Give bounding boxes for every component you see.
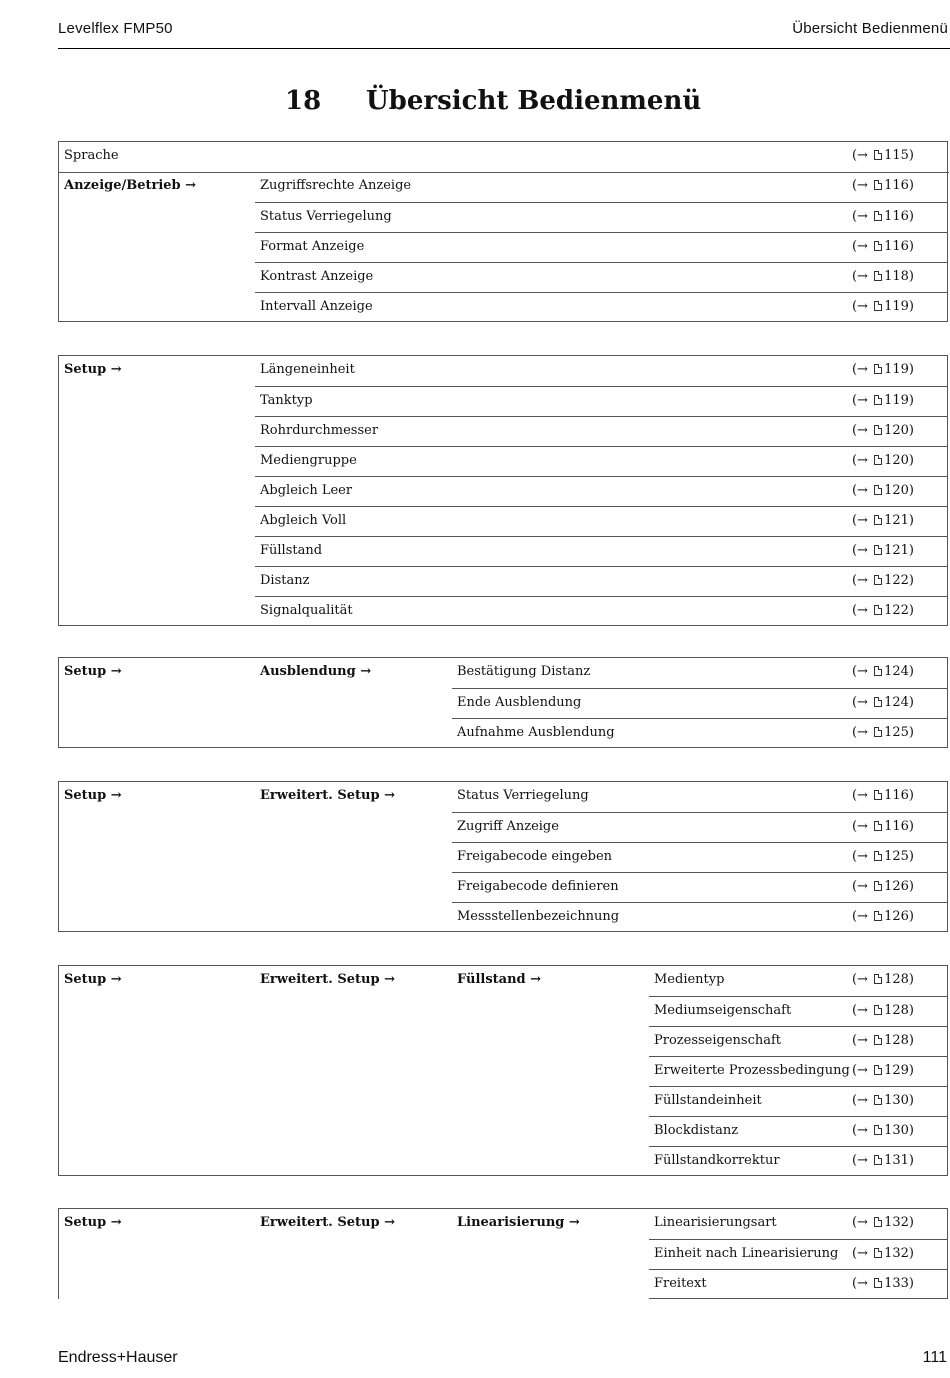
ref-arrow-icon: → <box>857 1246 868 1261</box>
ref-page-number: 116 <box>884 819 909 834</box>
ref-open-paren: ( <box>851 423 858 438</box>
ref-open-paren: ( <box>851 483 858 498</box>
menu-table <box>58 1208 948 1299</box>
menu-item-label: Zugriff Anzeige <box>457 819 559 834</box>
menu-table <box>58 141 948 322</box>
menu-item-label: Messstellenbezeichnung <box>457 909 620 924</box>
menu-item-label: Einheit nach Linearisierung <box>654 1246 839 1261</box>
ref-arrow-icon: → <box>857 1033 868 1048</box>
menu-row[interactable] <box>649 1146 947 1176</box>
page-reference[interactable] <box>852 393 914 408</box>
ref-close-paren: ) <box>908 1215 914 1230</box>
ref-open-paren: ( <box>851 972 858 987</box>
menu-row[interactable] <box>649 1086 947 1116</box>
menu-item-label: Abgleich Leer <box>260 483 353 498</box>
ref-arrow-icon: → <box>857 178 868 193</box>
ref-arrow-icon: → <box>857 1153 868 1168</box>
chapter-title: Übersicht Bedienmenü <box>366 86 702 116</box>
ref-close-paren: ) <box>908 879 914 894</box>
ref-close-paren: ) <box>908 543 914 558</box>
menu-row[interactable] <box>255 386 947 416</box>
page-reference[interactable] <box>852 695 914 710</box>
page-icon <box>874 545 882 555</box>
ref-open-paren: ( <box>851 879 858 894</box>
menu-row[interactable] <box>452 718 947 748</box>
page-reference[interactable] <box>852 1003 914 1018</box>
ref-arrow-icon: → <box>857 148 868 163</box>
ref-open-paren: ( <box>851 819 858 834</box>
ref-open-paren: ( <box>851 148 858 163</box>
ref-close-paren: ) <box>908 178 914 193</box>
ref-arrow-icon: → <box>857 1276 868 1291</box>
menu-row[interactable] <box>255 476 947 506</box>
page-reference[interactable] <box>852 483 914 498</box>
page-icon <box>874 485 882 495</box>
ref-page-number: 133 <box>884 1276 909 1291</box>
ref-page-number: 129 <box>884 1063 909 1078</box>
ref-page-number: 131 <box>884 1153 909 1168</box>
ref-arrow-icon: → <box>857 1063 868 1078</box>
page-reference[interactable] <box>852 1093 914 1108</box>
ref-open-paren: ( <box>851 603 858 618</box>
page-reference[interactable] <box>852 1153 914 1168</box>
menu-item-label: Mediengruppe <box>260 453 357 468</box>
ref-close-paren: ) <box>908 788 914 803</box>
page-reference[interactable] <box>852 788 914 803</box>
page-icon <box>874 515 882 525</box>
menu-row[interactable] <box>452 842 947 872</box>
page-reference[interactable] <box>852 1215 914 1230</box>
ref-close-paren: ) <box>908 1003 914 1018</box>
ref-page-number: 121 <box>884 513 909 528</box>
ref-page-number: 122 <box>884 573 909 588</box>
ref-open-paren: ( <box>851 1153 858 1168</box>
menu-item-label: Freigabecode definieren <box>457 879 619 894</box>
ref-arrow-icon: → <box>857 972 868 987</box>
menu-item-label: Prozesseigenschaft <box>654 1033 782 1048</box>
ref-close-paren: ) <box>908 603 914 618</box>
ref-open-paren: ( <box>851 1063 858 1078</box>
menu-path-level[interactable]: Anzeige/Betrieb → <box>64 178 197 193</box>
page-reference[interactable] <box>852 239 914 254</box>
menu-item-label: Linearisierungsart <box>654 1215 777 1230</box>
menu-row[interactable] <box>649 1209 947 1239</box>
page-icon <box>874 395 882 405</box>
menu-path-level[interactable]: Setup → <box>64 788 122 803</box>
menu-row[interactable] <box>452 812 947 842</box>
ref-close-paren: ) <box>908 299 914 314</box>
menu-path-level[interactable]: Setup → <box>64 1215 122 1230</box>
menu-row[interactable] <box>255 566 947 596</box>
menu-item-label: Tanktyp <box>260 393 313 408</box>
menu-path-level[interactable]: Erweitert. Setup → <box>260 972 395 987</box>
page-icon <box>874 1155 882 1165</box>
page-icon <box>874 1125 882 1135</box>
menu-item-label: Format Anzeige <box>260 239 365 254</box>
chapter-number: 18 <box>285 86 322 116</box>
ref-page-number: 124 <box>884 695 909 710</box>
ref-page-number: 116 <box>884 788 909 803</box>
page-icon <box>874 821 882 831</box>
page-reference[interactable] <box>852 148 914 163</box>
menu-row[interactable] <box>452 658 947 688</box>
ref-close-paren: ) <box>908 453 914 468</box>
page-reference[interactable] <box>852 1123 914 1138</box>
ref-open-paren: ( <box>851 849 858 864</box>
menu-table <box>58 355 948 626</box>
ref-open-paren: ( <box>851 453 858 468</box>
ref-open-paren: ( <box>851 299 858 314</box>
ref-page-number: 119 <box>884 393 909 408</box>
page-reference[interactable] <box>852 513 914 528</box>
ref-close-paren: ) <box>908 269 914 284</box>
ref-close-paren: ) <box>908 483 914 498</box>
ref-arrow-icon: → <box>857 573 868 588</box>
menu-row[interactable] <box>255 536 947 566</box>
ref-open-paren: ( <box>851 393 858 408</box>
menu-row[interactable] <box>649 1056 947 1086</box>
menu-item-label: Füllstandkorrektur <box>654 1153 780 1168</box>
menu-item-label: Freigabecode eingeben <box>457 849 613 864</box>
ref-arrow-icon: → <box>857 362 868 377</box>
menu-row[interactable] <box>452 902 947 932</box>
ref-page-number: 128 <box>884 1033 909 1048</box>
ref-close-paren: ) <box>908 972 914 987</box>
menu-item-label: Füllstandeinheit <box>654 1093 762 1108</box>
ref-arrow-icon: → <box>857 543 868 558</box>
menu-row[interactable] <box>452 782 947 812</box>
menu-item-label: Aufnahme Ausblendung <box>457 725 615 740</box>
page-icon <box>874 425 882 435</box>
ref-arrow-icon: → <box>857 788 868 803</box>
menu-path-level[interactable]: Linearisierung → <box>457 1215 580 1230</box>
menu-row[interactable] <box>255 446 947 476</box>
ref-page-number: 116 <box>884 239 909 254</box>
page-icon <box>874 241 882 251</box>
ref-open-paren: ( <box>851 1123 858 1138</box>
page-reference[interactable] <box>852 299 914 314</box>
ref-arrow-icon: → <box>857 664 868 679</box>
page-reference[interactable] <box>852 725 914 740</box>
ref-arrow-icon: → <box>857 269 868 284</box>
ref-open-paren: ( <box>851 239 858 254</box>
ref-arrow-icon: → <box>857 603 868 618</box>
menu-row[interactable] <box>255 232 947 262</box>
page-icon <box>874 666 882 676</box>
menu-row[interactable] <box>649 966 947 996</box>
page-icon <box>874 271 882 281</box>
ref-arrow-icon: → <box>857 393 868 408</box>
page-reference[interactable] <box>852 362 914 377</box>
page-reference[interactable] <box>852 178 914 193</box>
ref-close-paren: ) <box>908 423 914 438</box>
running-header-product: Levelflex FMP50 <box>58 20 173 37</box>
ref-page-number: 125 <box>884 725 909 740</box>
page-icon <box>874 790 882 800</box>
page-number: 111 <box>922 1349 947 1366</box>
ref-close-paren: ) <box>908 362 914 377</box>
menu-item-label: Sprache <box>64 148 119 163</box>
ref-close-paren: ) <box>908 849 914 864</box>
menu-item-label: Distanz <box>260 573 310 588</box>
ref-page-number: 120 <box>884 453 909 468</box>
ref-open-paren: ( <box>851 178 858 193</box>
ref-page-number: 119 <box>884 362 909 377</box>
menu-row[interactable] <box>649 1116 947 1146</box>
page-reference[interactable] <box>852 573 914 588</box>
ref-page-number: 128 <box>884 1003 909 1018</box>
page-reference[interactable] <box>852 209 914 224</box>
ref-page-number: 121 <box>884 543 909 558</box>
menu-item-label: Rohrdurchmesser <box>260 423 379 438</box>
menu-path-level[interactable]: Setup → <box>64 972 122 987</box>
page-icon <box>874 727 882 737</box>
menu-row[interactable] <box>452 688 947 718</box>
page-reference[interactable] <box>852 1276 914 1291</box>
ref-open-paren: ( <box>851 725 858 740</box>
page-reference[interactable] <box>852 664 914 679</box>
ref-page-number: 125 <box>884 849 909 864</box>
page-icon <box>874 211 882 221</box>
page-icon <box>874 851 882 861</box>
page-icon <box>874 575 882 585</box>
menu-item-label: Status Verriegelung <box>457 788 589 803</box>
menu-row[interactable] <box>255 172 947 202</box>
page-reference[interactable] <box>852 849 914 864</box>
ref-page-number: 120 <box>884 483 909 498</box>
ref-open-paren: ( <box>851 543 858 558</box>
ref-page-number: 118 <box>884 269 909 284</box>
ref-close-paren: ) <box>908 1276 914 1291</box>
ref-arrow-icon: → <box>857 299 868 314</box>
page-icon <box>874 1005 882 1015</box>
ref-arrow-icon: → <box>857 1123 868 1138</box>
ref-close-paren: ) <box>908 1093 914 1108</box>
ref-arrow-icon: → <box>857 695 868 710</box>
menu-item-label: Intervall Anzeige <box>260 299 373 314</box>
ref-close-paren: ) <box>908 819 914 834</box>
menu-row[interactable] <box>255 416 947 446</box>
page-icon <box>874 881 882 891</box>
menu-path-level[interactable]: Füllstand → <box>457 972 542 987</box>
ref-arrow-icon: → <box>857 453 868 468</box>
ref-open-paren: ( <box>851 1215 858 1230</box>
page-icon <box>874 301 882 311</box>
menu-path-level[interactable]: Erweitert. Setup → <box>260 788 395 803</box>
ref-open-paren: ( <box>851 209 858 224</box>
menu-row[interactable] <box>649 996 947 1026</box>
ref-close-paren: ) <box>908 393 914 408</box>
page-icon <box>874 455 882 465</box>
page-icon <box>874 150 882 160</box>
page-icon <box>874 1278 882 1288</box>
footer-company: Endress+Hauser <box>58 1349 178 1366</box>
page-reference[interactable] <box>852 1033 914 1048</box>
ref-page-number: 116 <box>884 178 909 193</box>
page-icon <box>874 1217 882 1227</box>
ref-page-number: 124 <box>884 664 909 679</box>
ref-page-number: 119 <box>884 299 909 314</box>
page-reference[interactable] <box>852 269 914 284</box>
menu-row[interactable] <box>59 142 949 172</box>
ref-page-number: 122 <box>884 603 909 618</box>
page-icon <box>874 974 882 984</box>
page-icon <box>874 364 882 374</box>
page-icon <box>874 605 882 615</box>
ref-close-paren: ) <box>908 573 914 588</box>
menu-item-label: Zugriffsrechte Anzeige <box>260 178 412 193</box>
ref-close-paren: ) <box>908 1153 914 1168</box>
page-reference[interactable] <box>852 879 914 894</box>
running-header-section: Übersicht Bedienmenü <box>792 20 948 37</box>
menu-path-level[interactable]: Setup → <box>64 362 122 377</box>
ref-open-paren: ( <box>851 909 858 924</box>
ref-arrow-icon: → <box>857 209 868 224</box>
ref-open-paren: ( <box>851 1246 858 1261</box>
menu-row[interactable] <box>255 202 947 232</box>
ref-arrow-icon: → <box>857 1003 868 1018</box>
page-reference[interactable] <box>852 603 914 618</box>
ref-open-paren: ( <box>851 1033 858 1048</box>
page-reference[interactable] <box>852 453 914 468</box>
ref-page-number: 116 <box>884 209 909 224</box>
menu-path-level[interactable]: Erweitert. Setup → <box>260 1215 395 1230</box>
page-reference[interactable] <box>852 819 914 834</box>
ref-open-paren: ( <box>851 695 858 710</box>
menu-item-label: Mediumseigenschaft <box>654 1003 792 1018</box>
ref-arrow-icon: → <box>857 239 868 254</box>
ref-close-paren: ) <box>908 909 914 924</box>
ref-close-paren: ) <box>908 1063 914 1078</box>
ref-close-paren: ) <box>908 1033 914 1048</box>
menu-item-label: Ende Ausblendung <box>457 695 582 710</box>
ref-arrow-icon: → <box>857 879 868 894</box>
ref-close-paren: ) <box>908 239 914 254</box>
page-icon <box>874 1035 882 1045</box>
menu-row[interactable] <box>255 262 947 292</box>
menu-row[interactable] <box>649 1269 947 1299</box>
ref-open-paren: ( <box>851 788 858 803</box>
ref-open-paren: ( <box>851 1093 858 1108</box>
menu-item-label: Blockdistanz <box>654 1123 739 1138</box>
menu-path-level[interactable]: Ausblendung → <box>260 664 372 679</box>
menu-item-label: Erweiterte Prozessbedingung <box>654 1063 850 1078</box>
menu-table <box>58 781 948 932</box>
page-reference[interactable] <box>852 1063 914 1078</box>
ref-page-number: 120 <box>884 423 909 438</box>
menu-row[interactable] <box>255 596 947 626</box>
page-icon <box>874 180 882 190</box>
ref-open-paren: ( <box>851 362 858 377</box>
menu-row[interactable] <box>255 356 947 386</box>
page-reference[interactable] <box>852 423 914 438</box>
menu-item-label: Längeneinheit <box>260 362 355 377</box>
ref-open-paren: ( <box>851 513 858 528</box>
ref-arrow-icon: → <box>857 849 868 864</box>
menu-item-label: Status Verriegelung <box>260 209 392 224</box>
ref-close-paren: ) <box>908 1246 914 1261</box>
ref-page-number: 132 <box>884 1246 909 1261</box>
ref-close-paren: ) <box>908 664 914 679</box>
ref-arrow-icon: → <box>857 483 868 498</box>
ref-close-paren: ) <box>908 148 914 163</box>
menu-item-label: Bestätigung Distanz <box>457 664 591 679</box>
menu-row[interactable] <box>649 1239 947 1269</box>
ref-close-paren: ) <box>908 513 914 528</box>
menu-item-label: Füllstand <box>260 543 323 558</box>
ref-close-paren: ) <box>908 725 914 740</box>
menu-item-label: Kontrast Anzeige <box>260 269 374 284</box>
menu-item-label: Freitext <box>654 1276 707 1291</box>
menu-row[interactable] <box>255 292 947 322</box>
ref-page-number: 126 <box>884 879 909 894</box>
ref-arrow-icon: → <box>857 1093 868 1108</box>
menu-path-level[interactable]: Setup → <box>64 664 122 679</box>
ref-open-paren: ( <box>851 1276 858 1291</box>
ref-open-paren: ( <box>851 1003 858 1018</box>
page-icon <box>874 697 882 707</box>
header-rule <box>58 48 950 49</box>
ref-page-number: 130 <box>884 1123 909 1138</box>
menu-row[interactable] <box>255 506 947 536</box>
menu-item-label: Signalqualität <box>260 603 353 618</box>
page-icon <box>874 1248 882 1258</box>
ref-open-paren: ( <box>851 573 858 588</box>
ref-page-number: 128 <box>884 972 909 987</box>
page-reference[interactable] <box>852 543 914 558</box>
menu-row[interactable] <box>452 872 947 902</box>
ref-page-number: 115 <box>884 148 909 163</box>
page-icon <box>874 1065 882 1075</box>
ref-open-paren: ( <box>851 269 858 284</box>
ref-close-paren: ) <box>908 1123 914 1138</box>
menu-table <box>58 965 948 1176</box>
ref-page-number: 132 <box>884 1215 909 1230</box>
menu-row[interactable] <box>649 1026 947 1056</box>
ref-page-number: 130 <box>884 1093 909 1108</box>
menu-table <box>58 657 948 748</box>
ref-arrow-icon: → <box>857 909 868 924</box>
ref-page-number: 126 <box>884 909 909 924</box>
ref-arrow-icon: → <box>857 725 868 740</box>
ref-arrow-icon: → <box>857 423 868 438</box>
menu-item-label: Abgleich Voll <box>260 513 347 528</box>
menu-item-label: Medientyp <box>654 972 725 987</box>
page-reference[interactable] <box>852 972 914 987</box>
ref-arrow-icon: → <box>857 1215 868 1230</box>
ref-arrow-icon: → <box>857 513 868 528</box>
ref-arrow-icon: → <box>857 819 868 834</box>
ref-open-paren: ( <box>851 664 858 679</box>
page-icon <box>874 911 882 921</box>
page-icon <box>874 1095 882 1105</box>
ref-close-paren: ) <box>908 209 914 224</box>
ref-close-paren: ) <box>908 695 914 710</box>
page-reference[interactable] <box>852 909 914 924</box>
page-reference[interactable] <box>852 1246 914 1261</box>
